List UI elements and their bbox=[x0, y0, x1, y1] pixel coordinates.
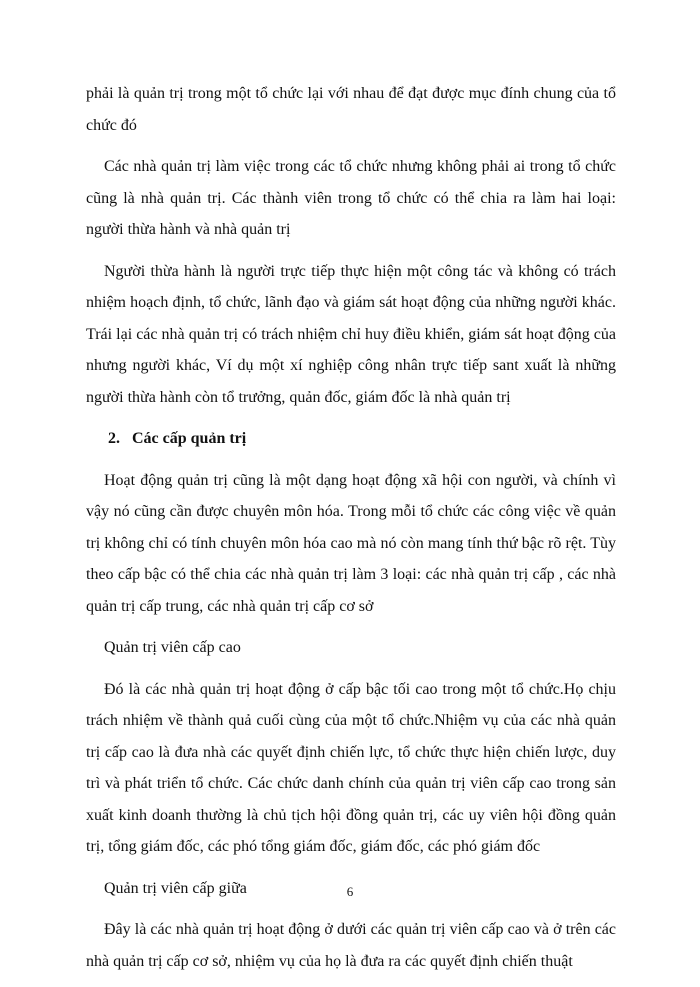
paragraph-continuation: phải là quản trị trong một tổ chức lại với nhau để đạt được mục đính chung của tổ chức đó bbox=[86, 85, 616, 134]
paragraph-managers-vs-members: Các nhà quản trị làm việc trong các tổ chức nhưng không phải ai trong tổ chức cũng là nhà quản trị. Các thành viên trong tổ chức có thể chia ra làm hai loại: người thừa hành và nhà quản trị bbox=[86, 158, 616, 238]
subheading-middle-managers: Quản trị viên cấp giữa bbox=[104, 879, 247, 897]
section-title: Các cấp quản trị bbox=[132, 430, 247, 447]
paragraph-executors: Người thừa hành là người trực tiếp thực hiện một công tác và không có trách nhiệm hoạch định, tổ chức, lãnh đạo và giám sát hoạt động của những người khác. Trái lại các nhà quản trị có trách nhiệm chỉ huy điều khiển, giám sát hoạt động của nhưng người khác, Ví dụ một xí nghiệp công nhân trực tiếp sant xuất là những người thừa hành còn tổ trưởng, quản đốc, giám đốc là nhà quản trị bbox=[86, 262, 616, 406]
paragraph-middle-managers: Đây là các nhà quản trị hoạt động ở dưới các quản trị viên cấp cao và ở trên các nhà quản trị cấp cơ sở, nhiệm vụ của họ là đưa ra các quyết định chiến thuật bbox=[86, 921, 616, 970]
subheading-top-managers: Quản trị viên cấp cao bbox=[104, 639, 241, 656]
section-heading bbox=[86, 423, 616, 455]
page-number: 6 bbox=[346, 884, 354, 899]
page-body bbox=[86, 78, 616, 987]
paragraph-management-levels: Hoạt động quản trị cũng là một dạng hoạt động xã hội con người, và chính vì vậy nó cũng cần được chuyên môn hóa. Trong mỗi tổ chức các công việc về quản trị không chỉ có tính chuyên môn hóa cao mà nó còn mang tính thứ bậc rõ rệt. Tùy theo cấp bậc có thể chia các nhà quản trị làm 3 loại: các nhà quản trị cấp , các nhà quản trị cấp trung, các nhà quản trị cấp cơ sở bbox=[86, 471, 616, 615]
section-number: 2. bbox=[108, 430, 120, 447]
paragraph-top-managers: Đó là các nhà quản trị hoạt động ở cấp bậc tối cao trong một tổ chức.Họ chịu trách nhiệm về thành quả cuối cùng của một tổ chức.Nhiệm vụ của các nhà quản trị cấp cao là đưa nhà các quyết định chiến lực, tổ chức thực hiện chiến lược, duy trì và phát triển tổ chức. Các chức danh chính của quản trị viên cấp cao trong sản xuất kinh doanh thường là chủ tịch hội đồng quản trị, các uy viên hội đồng quản trị, tổng giám đốc, các phó tổng giám đốc, giám đốc, các phó giám đốc bbox=[86, 680, 616, 855]
